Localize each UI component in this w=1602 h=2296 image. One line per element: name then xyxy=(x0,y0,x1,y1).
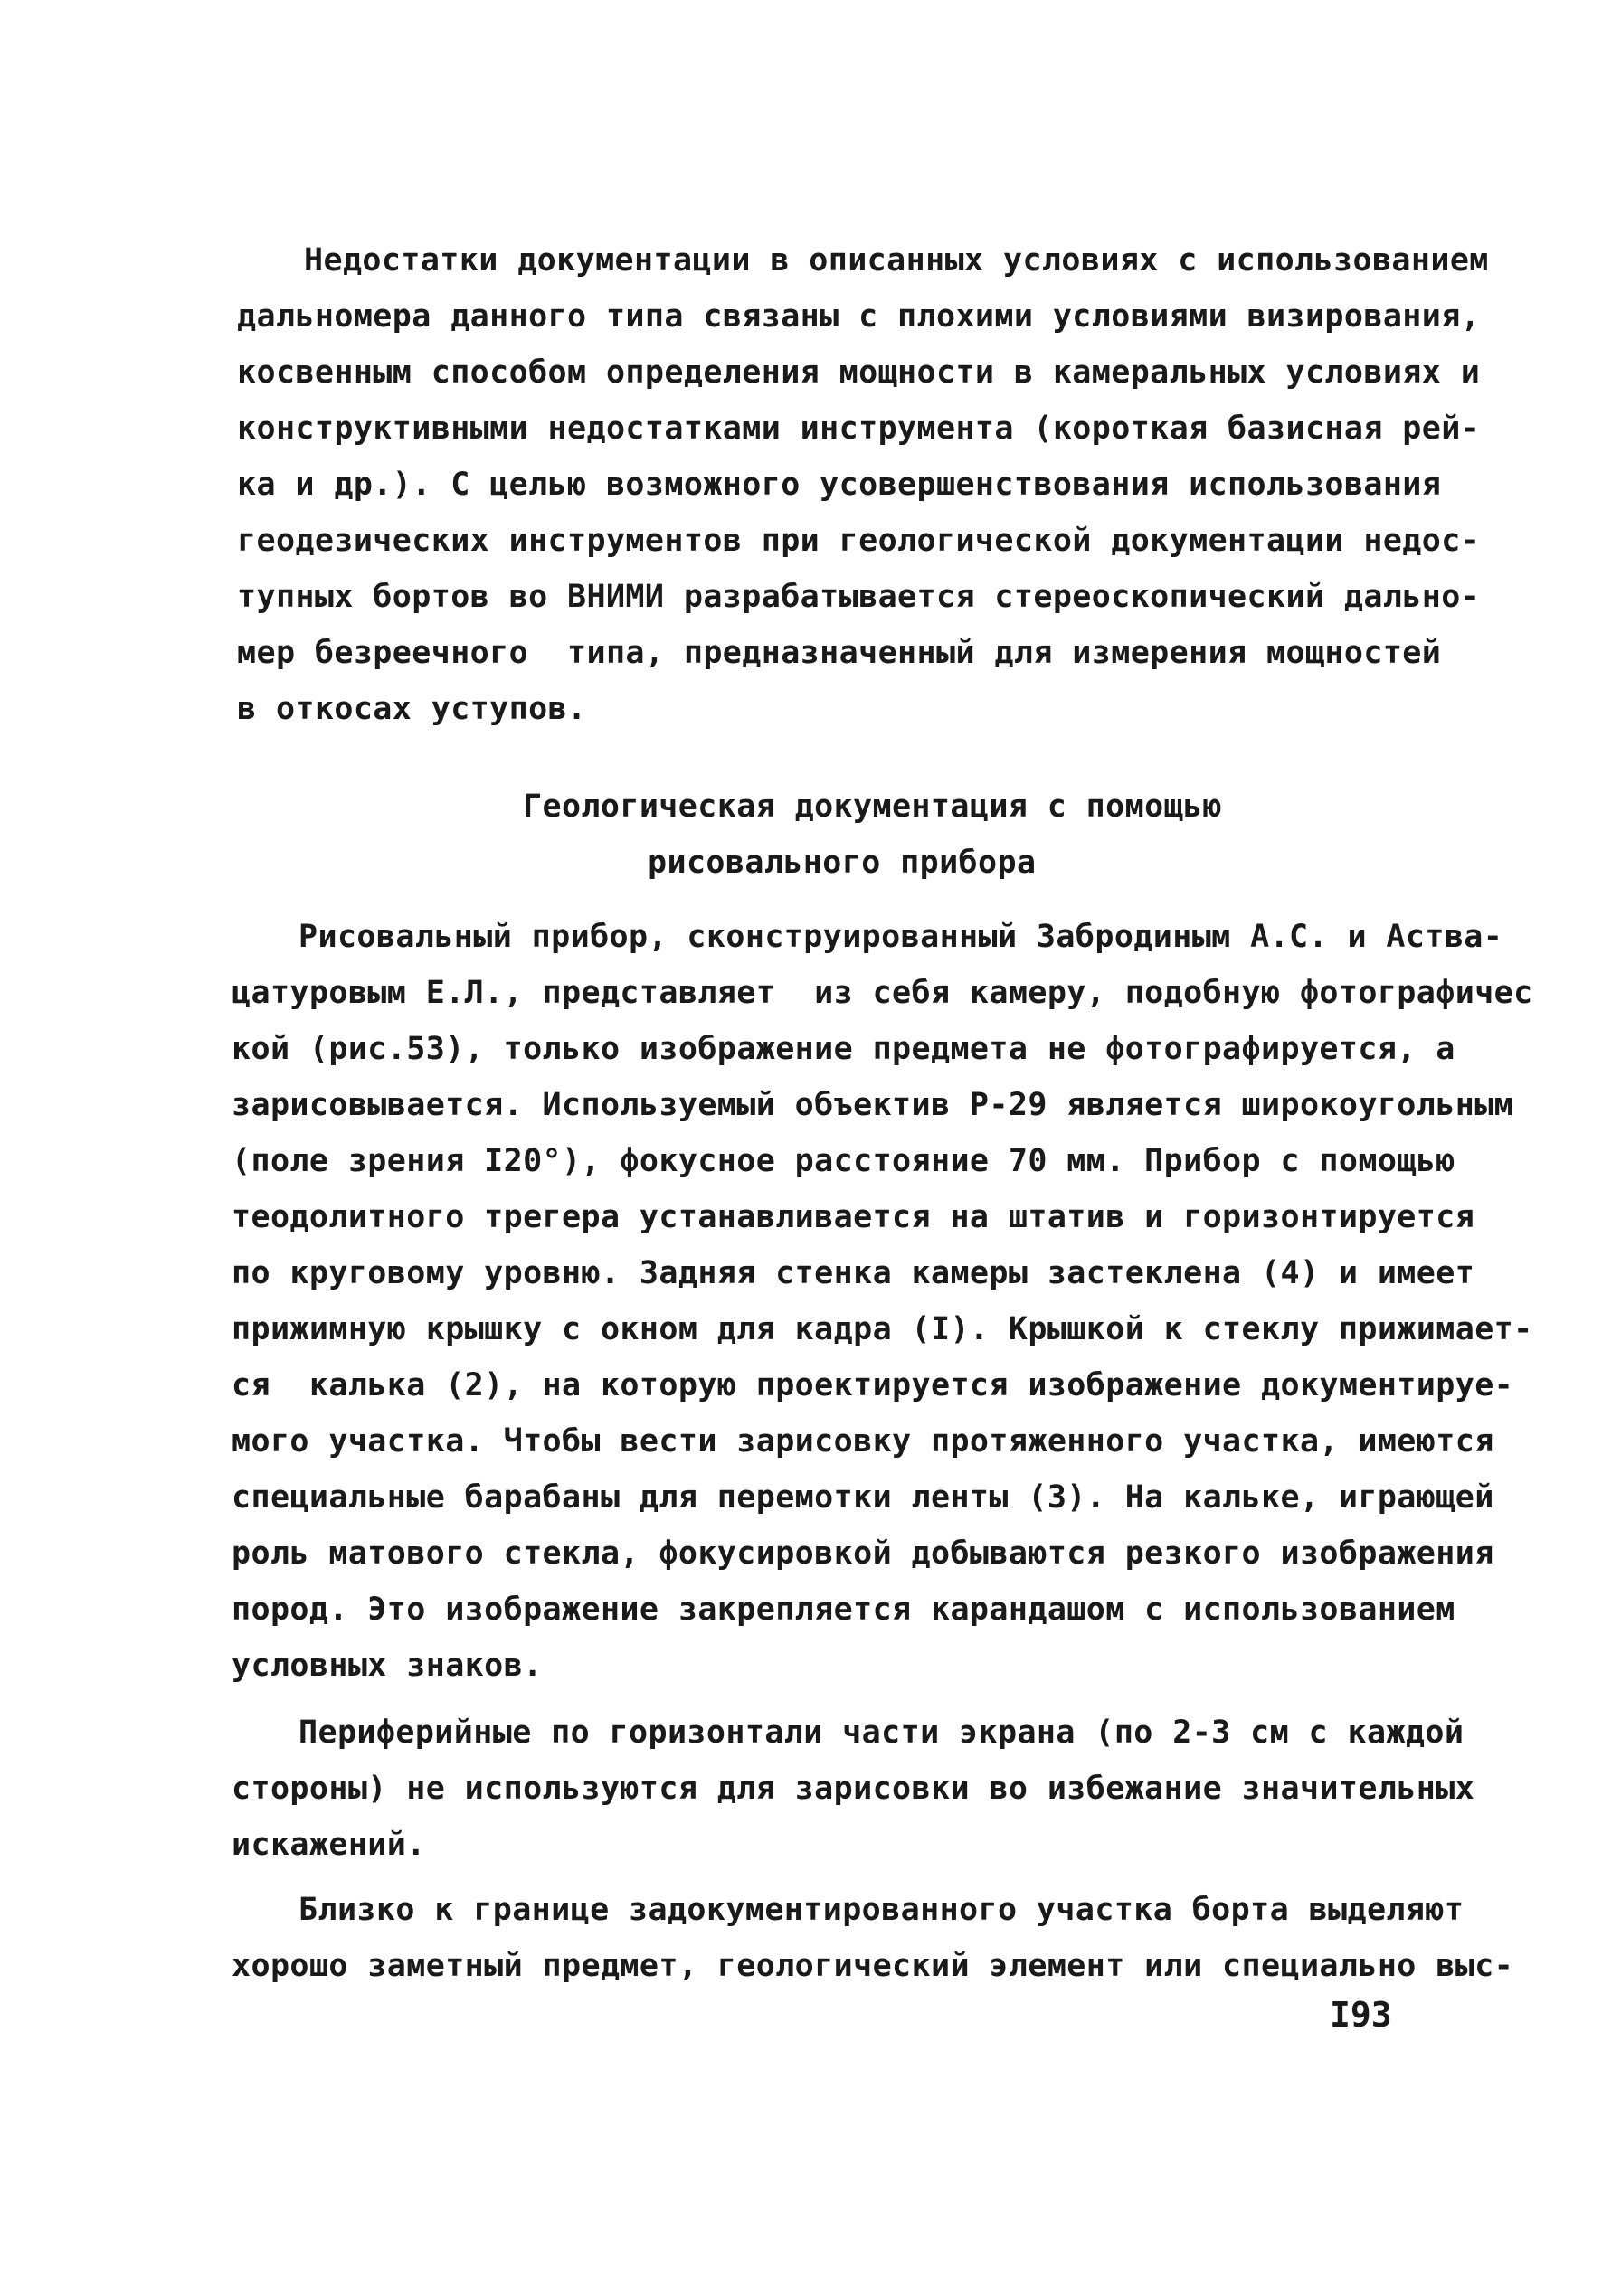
paragraph-2-line-6: теодолитного трегера устанавливается на штатив и горизонтируется xyxy=(232,1199,1475,1235)
section-heading-line-2: рисовального прибора xyxy=(648,845,1037,881)
paragraph-2-line-2: цатуровым Е.Л., представляет из себя камеру, подобную фотографичес xyxy=(232,975,1533,1011)
paragraph-4-line-1: Близко к границе задокументированного участка борта выделяют xyxy=(299,1892,1465,1928)
paragraph-2-line-5: (поле зрения I20°), фокусное расстояние 70 мм. Прибор с помощью xyxy=(232,1143,1455,1179)
paragraph-1-line-4: конструктивными недостатками инструмента (короткая базисная рей- xyxy=(237,411,1481,447)
paragraph-1-line-3: косвенным способом определения мощности в камеральных условиях и xyxy=(237,354,1481,391)
paragraph-2-line-8: прижимную крышку с окном для кадра (I). Крышкой к стеклу прижимает- xyxy=(232,1311,1533,1347)
paragraph-1-line-6: геодезических инструментов при геологической документации недос- xyxy=(237,523,1481,559)
paragraph-2-line-14: условных знаков. xyxy=(232,1648,543,1684)
paragraph-2-line-13: пород. Это изображение закрепляется карандашом с использованием xyxy=(232,1592,1455,1628)
paragraph-1-line-7: тупных бортов во ВНИМИ разрабатывается стереоскопический дально- xyxy=(237,579,1481,615)
paragraph-1-line-5: ка и др.). С целью возможного усовершенствования использования xyxy=(237,467,1442,503)
paragraph-3-line-2: стороны) не используются для зарисовки во избежание значительных xyxy=(232,1771,1475,1807)
paragraph-1-line-8: мер безреечного типа, предназначенный для измерения мощностей xyxy=(237,635,1442,671)
paragraph-2-line-1: Рисовальный прибор, сконструированный Забродиным А.С. и Аства- xyxy=(299,919,1503,955)
paragraph-3-line-3: искажений. xyxy=(232,1827,426,1863)
paragraph-2-line-9: ся калька (2), на которую проектируется изображение документируе- xyxy=(232,1367,1514,1403)
page-number: I93 xyxy=(1330,1995,1392,2035)
paragraph-1-line-2: дальномера данного типа связаны с плохими условиями визирования, xyxy=(237,298,1481,335)
paragraph-2-line-7: по круговому уровню. Задняя стенка камеры застеклена (4) и имеет xyxy=(232,1255,1475,1291)
paragraph-3-line-1: Периферийные по горизонтали части экрана (по 2-3 см с каждой xyxy=(299,1715,1465,1751)
paragraph-1-line-9: в откосах уступов. xyxy=(237,691,587,727)
paragraph-2-line-10: мого участка. Чтобы вести зарисовку протяженного участка, имеются xyxy=(232,1423,1494,1460)
paragraph-2-line-11: специальные барабаны для перемотки ленты (3). На кальке, играющей xyxy=(232,1479,1494,1516)
paragraph-2-line-12: роль матового стекла, фокусировкой добываются резкого изображения xyxy=(232,1535,1494,1572)
paragraph-4-line-2: хорошо заметный предмет, геологический элемент или специально выс- xyxy=(232,1948,1514,1984)
section-heading-line-1: Геологическая документация с помощью xyxy=(523,789,1222,825)
paragraph-2-line-4: зарисовывается. Используемый объектив Р-29 является широкоугольным xyxy=(232,1087,1514,1123)
paragraph-1-line-1: Недостатки документации в описанных условиях с использованием xyxy=(304,242,1489,279)
paragraph-2-line-3: кой (рис.53), только изображение предмета не фотографируется, а xyxy=(232,1031,1455,1067)
